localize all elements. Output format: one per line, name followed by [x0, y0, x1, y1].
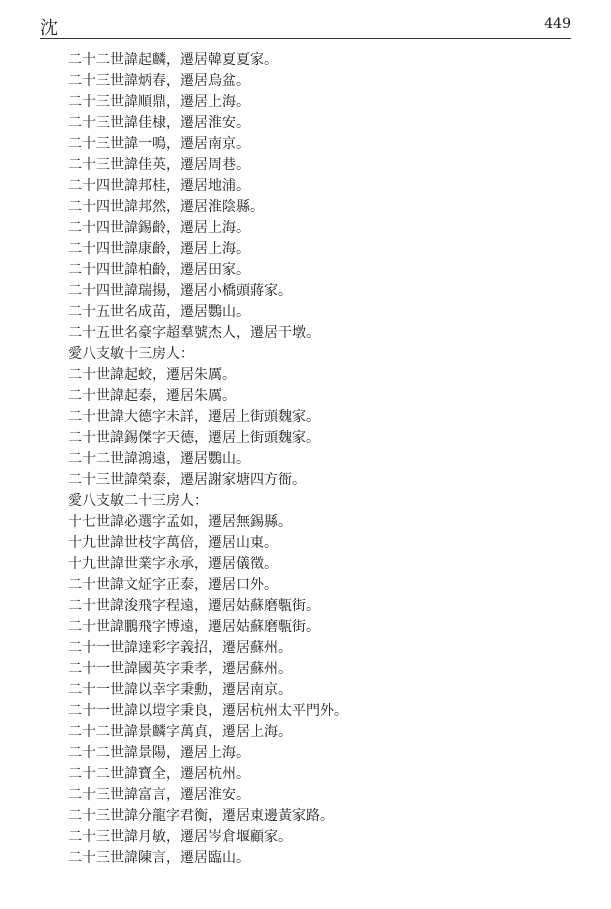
genealogy-entry: 二十三世諱佳棣，遷居淮安。 — [68, 115, 250, 131]
genealogy-list — [68, 50, 588, 869]
genealogy-entry: 二十三世諱順鼎，遷居上海。 — [68, 94, 250, 110]
genealogy-entry: 二十四世諱錫齡，遷居上海。 — [68, 220, 250, 236]
page-header — [40, 10, 571, 39]
genealogy-entry: 二十世諱起泰，遷居朱厲。 — [68, 388, 236, 404]
genealogy-entry: 二十世諱起蛟，遷居朱厲。 — [68, 367, 236, 383]
genealogy-entry: 十九世諱世業字永承，遷居儀徵。 — [68, 556, 278, 572]
genealogy-entry: 二十五世名成苗，遷居鸚山。 — [68, 304, 250, 320]
genealogy-entry: 愛八支敏二十三房人： — [68, 493, 208, 509]
genealogy-entry: 二十二世諱鴻遠，遷居鸚山。 — [68, 451, 250, 467]
genealogy-entry: 二十一世諱國英字秉孝，遷居蘇州。 — [68, 661, 292, 677]
genealogy-entry: 十九世諱世枝字萬倍，遷居山東。 — [68, 535, 278, 551]
genealogy-entry: 二十世諱鵬飛字博遠，遷居姑蘇磨甎街。 — [68, 619, 320, 635]
genealogy-entry: 愛八支敏十三房人： — [68, 346, 194, 362]
genealogy-entry: 二十世諱文炡字正泰，遷居口外。 — [68, 577, 278, 593]
genealogy-entry: 二十三世諱陳言，遷居臨山。 — [68, 850, 250, 866]
genealogy-entry: 二十四世諱邦桂，遷居地浦。 — [68, 178, 250, 194]
genealogy-entry: 二十三世諱一鳴，遷居南京。 — [68, 136, 250, 152]
genealogy-entry: 二十四世諱邦然，遷居淮陰縣。 — [68, 199, 264, 215]
genealogy-entry: 二十一世諱以幸字秉勳，遷居南京。 — [68, 682, 292, 698]
genealogy-entry: 二十二世諱寶全，遷居杭州。 — [68, 766, 250, 782]
page-number: 449 — [544, 16, 571, 32]
genealogy-entry: 二十一世諱達彩字義招，遷居蘇州。 — [68, 640, 292, 656]
genealogy-entry: 二十四世諱柏齡，遷居田家。 — [68, 262, 250, 278]
running-title: 沈 — [40, 18, 58, 39]
genealogy-entry: 二十世諱浚飛字程遠，遷居姑蘇磨甎街。 — [68, 598, 320, 614]
genealogy-entry: 二十二世諱起麟，遷居韓夏夏家。 — [68, 52, 278, 68]
genealogy-entry: 二十一世諱以塏字秉良，遷居杭州太平門外。 — [68, 703, 348, 719]
genealogy-entry: 二十三世諱榮泰，遷居謝家塘四方衙。 — [68, 472, 306, 488]
genealogy-entry: 二十三世諱炳春，遷居烏盆。 — [68, 73, 250, 89]
genealogy-entry: 二十世諱大德字未詳，遷居上街頭魏家。 — [68, 409, 320, 425]
genealogy-entry: 二十三世諱富言，遷居淮安。 — [68, 787, 250, 803]
genealogy-entry: 二十五世名豪字超羣號杰人，遷居干墩。 — [68, 325, 320, 341]
genealogy-entry: 二十世諱錫傑字天德，遷居上街頭魏家。 — [68, 430, 320, 446]
genealogy-entry: 二十三世諱佳英，遷居周巷。 — [68, 157, 250, 173]
genealogy-entry: 二十四世諱瑞揚，遷居小橋頭蔣家。 — [68, 283, 292, 299]
genealogy-entry: 二十二世諱景麟字萬貞，遷居上海。 — [68, 724, 292, 740]
genealogy-entry: 二十四世諱康齡，遷居上海。 — [68, 241, 250, 257]
genealogy-entry: 二十二世諱景陽，遷居上海。 — [68, 745, 250, 761]
genealogy-entry: 十七世諱必選字孟如，遷居無錫縣。 — [68, 514, 292, 530]
genealogy-entry: 二十三世諱月敏，遷居岑倉堰顧家。 — [68, 829, 292, 845]
genealogy-entry: 二十三世諱分龍字君衡，遷居東邊黃家路。 — [68, 808, 334, 824]
